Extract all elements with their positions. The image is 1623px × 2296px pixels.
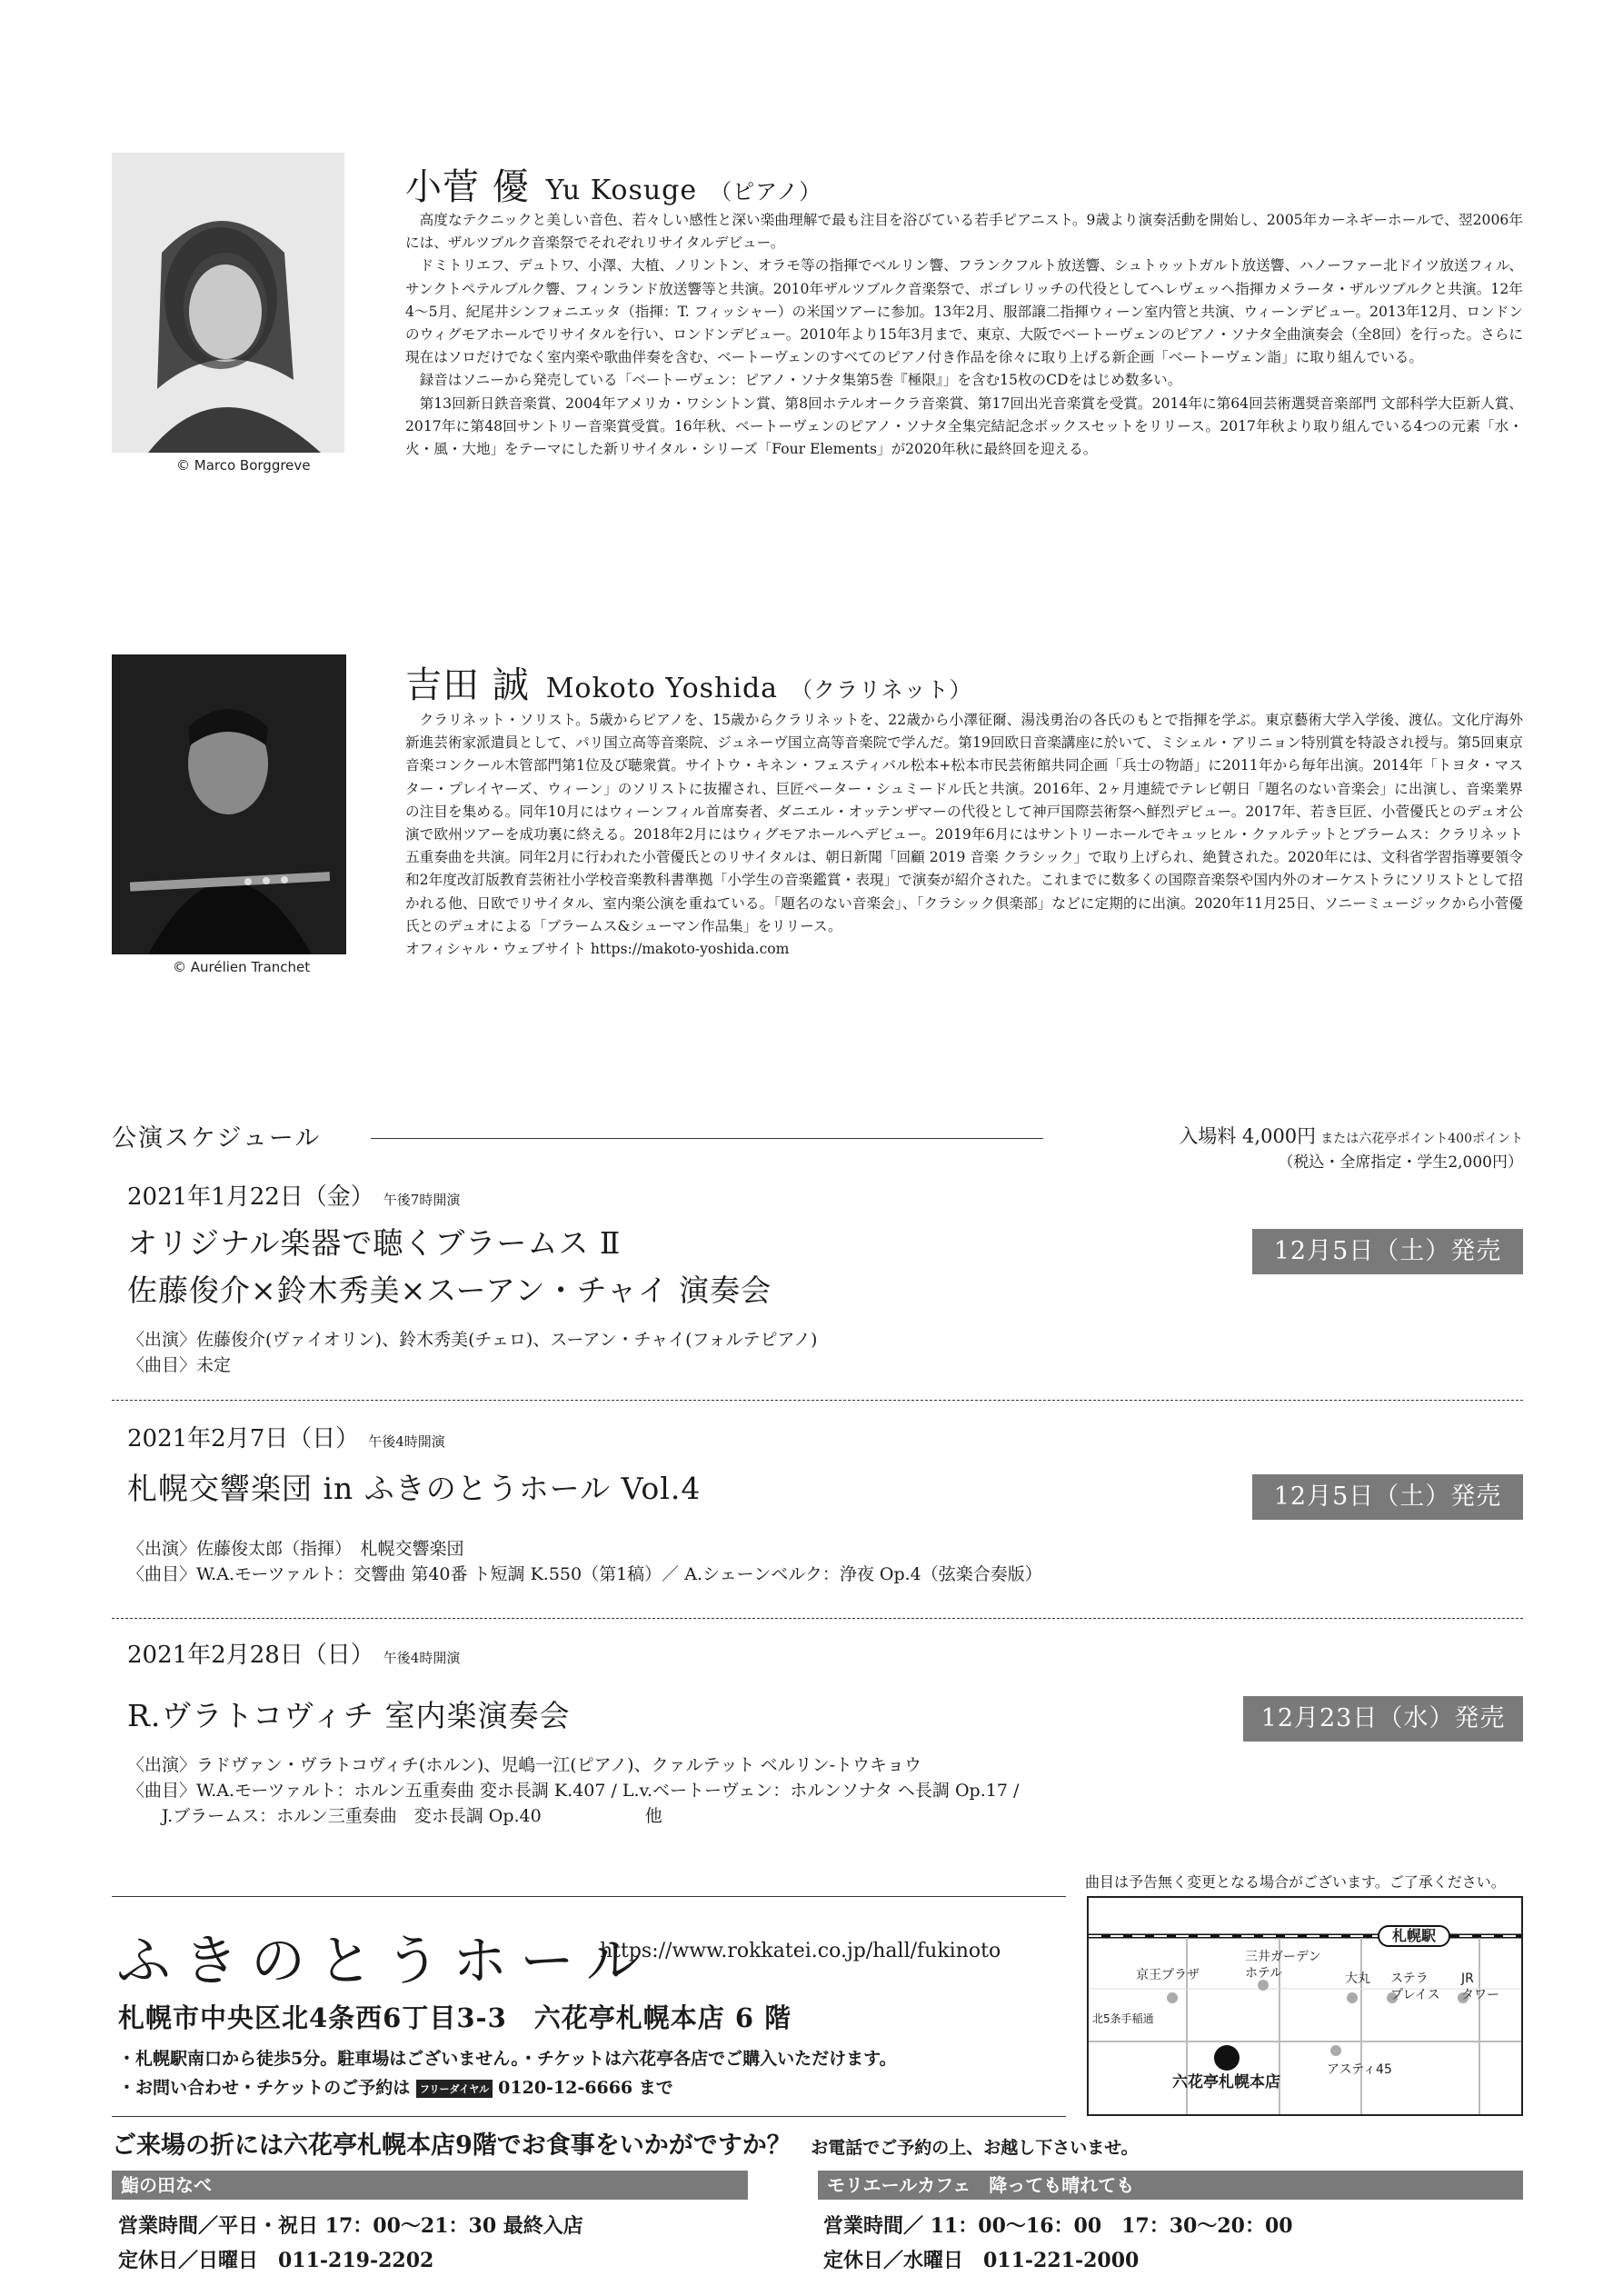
- event-date-text: 2021年2月7日（日）: [127, 1425, 360, 1452]
- event-title-line: 佐藤俊介×鈴木秀美×スーアン・チャイ 演奏会: [127, 1273, 772, 1308]
- bio-paragraph: 高度なテクニックと美しい音色、若々しい感性と深い楽曲理解で最も注目を浴びている若手ピアニスト。9歳より演奏活動を開始し、2005年カーネギーホールで、翌2006年には、ザルツブルク音楽祭でそれぞれリサイタルデビュー。: [405, 212, 1523, 252]
- event-divider: [112, 1400, 1523, 1401]
- event-title-line: 札幌交響楽団 in ふきのとうホール Vol.4: [127, 1471, 702, 1506]
- restaurant-closed: 定休日／日曜日 011-219-2202: [118, 2249, 434, 2272]
- map-label-jr: JR タワー: [1461, 1972, 1499, 2002]
- event-date: [127, 1420, 445, 1453]
- program-change-note: 曲目は予告無く変更となる場合がございます。ご了承ください。: [1085, 1873, 1506, 1891]
- event-title-line: R.ヴラトコヴィチ 室内楽演奏会: [127, 1698, 571, 1733]
- bio-paragraph: ドミトリエフ、デュトワ、小澤、大植、ノリントン、オラモ等の指揮でベルリン響、フランクフルト放送響、シュトゥットガルト放送響、ハノーファー北ドイツ放送フィル、サンクトペテルブルク響、フィンランド放送響等と共演。2010年ザルツブルク音楽祭で、ポゴレリッチの代役としてヘレヴェッヘ指揮カメラータ・ザルツブルクと共演。12年4〜5月、紀尾井シンフォニエッタ（指揮：T. フィッシャー）の米国ツアーに参加。13年2月、服部譲二指揮ウィーン室内管と共演、ウィーンデビュー。2013年12月、ロンドンのウィグモアホールでリサイタルを行い、ロンドンデビュー。2010年より15年3月まで、東京、大阪でベートーヴェンのピアノ・ソナタ全曲演奏会（全8回）を行った。さらに現在はソロだけでなく室内楽や歌曲伴奏を含む、ベートーヴェンのすべてのピアノ付き作品を徐々に取り上げる新企画「ベートーヴェン詣」に取り組んでいる。: [405, 257, 1523, 366]
- bio-paragraph: 第13回新日鉄音楽賞、2004年アメリカ・ワシントン賞、第8回ホテルオークラ音楽賞、第17回出光音楽賞を受賞。2014年に第64回芸術選奨音楽部門 文部科学大臣新人賞、2017年に第48回サントリー音楽賞受賞。16年秋、ベートーヴェンのピアノ・ソナタ全集完結記念ボックスセットをリリース。2017年秋より取り組んでいる4つの元素「水・火・風・大地」をテーマにした新リサイタル・シリーズ「Four Elements」が2020年秋に最終回を迎える。: [405, 394, 1523, 458]
- event-title: [127, 1220, 772, 1314]
- map-label-station: 札幌駅: [1378, 1925, 1450, 1947]
- event-title: [127, 1692, 571, 1740]
- event-program: 〈曲目〉W.A.モーツァルト：交響曲 第40番 ト短調 K.550（第1稿）／ A.シェーンベルク：浄夜 Op.4（弦楽合奏版）: [127, 1564, 1042, 1584]
- artist-name-en: Mokoto Yoshida: [545, 673, 779, 704]
- map-label-street: 北5条手稲通: [1092, 2012, 1154, 2025]
- venue-access-note: ・札幌駅南口から徒歩5分。駐車場はございません。・チケットは六花亭各店でご購入いただけます。: [118, 2049, 897, 2069]
- venue-divider-top: [112, 1896, 1066, 1897]
- promo-subtext: お電話でご予約の上、お越し下さいませ。: [811, 2138, 1139, 2158]
- map-label-mitsui: 三井ガーデン ホテル: [1245, 1950, 1321, 1981]
- artist-photo-yoshida: [112, 654, 346, 954]
- event-performers: 〈出演〉佐藤俊介(ヴァイオリン)、鈴木秀美(チェロ)、スーアン・チャイ(フォルテピアノ): [127, 1330, 818, 1350]
- restaurant-closed: 定休日／水曜日 011-221-2000: [823, 2249, 1140, 2272]
- restaurant-hours: 営業時間／ 11：00〜16：00 17：30〜20：00: [823, 2214, 1293, 2238]
- event-details: [127, 1327, 817, 1378]
- contact-tel[interactable]: 0120-12-6666 まで: [498, 2078, 673, 2098]
- freedial-icon: フリーダイヤル: [416, 2080, 493, 2098]
- official-site-link[interactable]: オフィシャル・ウェブサイト https://makoto-yoshida.com: [405, 941, 790, 958]
- event-time: 午後7時開演: [383, 1192, 461, 1208]
- event-divider: [112, 1618, 1523, 1619]
- map-label-stellar: ステラ プレイス: [1390, 1972, 1440, 2002]
- restaurant-name-bar: モリエールカフェ 降っても晴れても: [818, 2171, 1523, 2200]
- promo-text: ご来場の折には六花亭札幌本店9階でお食事をいかがですか？: [112, 2131, 792, 2160]
- venue-address: 札幌市中央区北4条西6丁目3-3 六花亭札幌本店 6 階: [118, 2002, 792, 2033]
- bio-paragraph: クラリネット・ソリスト。5歳からピアノを、15歳からクラリネットを、22歳から小澤征爾、湯浅勇治の各氏のもとで指揮を学ぶ。東京藝術大学入学後、渡仏。文化庁海外新進芸術家派遣員として、パリ国立高等音楽院、ジュネーヴ国立高等音楽院で学んだ。第19回欧日音楽講座に於いて、ミシェル・アリニョン特別賞を特設され授与。第5回東京音楽コンクール木管部門第1位及び聴衆賞。サイトウ・キネン・フェスティバル松本+松本市民芸術館共同企画「兵士の物語」に2011年から毎年出演。2014年「トヨタ・マスター・プレイヤーズ、ウィーン」のソリストに抜擢され、巨匠ペーター・シュミードル氏と共演。2016年、2ヶ月連続でテレビ朝日「題名のない音楽会」に出演し、音楽業界の注目を集める。同年10月にはウィーンフィル首席奏者、ダニエル・オッテンザマーの代役として神戸国際芸術祭へ鮮烈デビュー。2017年、若き巨匠、小菅優氏とのデュオ公演で欧州ツアーを成功裏に終える。2018年2月にはウィグモアホールへデビュー。2019年6月にはサントリーホールでキュッヒル・クァルテットとブラームス：クラリネット五重奏曲を共演。同年2月に行われた小菅優氏とのリサイタルは、朝日新聞「回顧 2019 音楽 クラシック」で取り上げられ、絶賛された。2020年には、文科省学習指導要領令和2年度改訂版教育芸術社小学校音楽教科書準拠「小学生の音楽鑑賞・表現」で演奏が紹介された。これまでに数多くの国際音楽祭や国内外のオーケストラにソリストとして招かれる他、日欧でリサイタル、室内楽公演を重ねている。「題名のない音楽会」、「クラシック倶楽部」などに定期的に出演。2020年11月25日、ソニーミュージックから小菅優氏とのデュオによる「ブラームス&シューマン作品集」をリリース。: [405, 712, 1523, 934]
- price-alt: または六花亭ポイント400ポイント: [1320, 1132, 1523, 1146]
- map-streets-icon: [1089, 1898, 1521, 2114]
- artist-bio-yoshida: [405, 709, 1523, 961]
- artist-role: （ピアノ）: [710, 179, 822, 205]
- price-note: （税込・全席指定・学生2,000円）: [1278, 1153, 1523, 1172]
- access-map[interactable]: [1087, 1896, 1523, 2116]
- restaurant-name-bar: 鮨の田なべ: [112, 2171, 748, 2200]
- artist-name-jp: 吉田 誠: [405, 664, 530, 706]
- map-label-daimaru: 大丸: [1345, 1972, 1370, 1986]
- schedule-rule: [371, 1138, 1043, 1139]
- event-details: [127, 1752, 1019, 1829]
- artist-bio-kosuge: [405, 209, 1523, 461]
- artist-name-kosuge: [405, 158, 821, 210]
- artist-name-en: Yu Kosuge: [545, 175, 698, 206]
- artist-photo-kosuge: [112, 153, 344, 453]
- event-program: 〈曲目〉未定: [127, 1355, 232, 1375]
- map-label-rokkatei: 六花亭札幌本店: [1172, 2073, 1280, 2091]
- event-time: 午後4時開演: [383, 1650, 461, 1666]
- schedule-heading: 公演スケジュール: [112, 1124, 322, 1153]
- event-details: [127, 1536, 1042, 1587]
- venue-contact-note: [118, 2074, 673, 2099]
- restaurant-promo: [112, 2125, 1139, 2161]
- event-date-text: 2021年2月28日（日）: [127, 1642, 374, 1669]
- map-label-keio: 京王プラザ: [1136, 1968, 1200, 1982]
- photo-credit-yoshida: © Aurélien Tranchet: [173, 959, 311, 975]
- restaurant-hours: 営業時間／平日・祝日 17：00〜21：30 最終入店: [118, 2214, 583, 2238]
- event-date: [127, 1636, 460, 1670]
- sale-date-badge: 12月23日（水）発売: [1243, 1696, 1523, 1742]
- event-title: [127, 1465, 701, 1512]
- photo-credit-kosuge: © Marco Borggreve: [176, 457, 311, 474]
- price-info: [1179, 1122, 1523, 1172]
- artist-name-jp: 小菅 優: [405, 166, 530, 208]
- event-time: 午後4時開演: [368, 1433, 445, 1450]
- event-performers: 〈出演〉佐藤俊太郎（指揮） 札幌交響楽団: [127, 1539, 464, 1559]
- event-date: [127, 1178, 460, 1212]
- event-date-text: 2021年1月22日（金）: [127, 1183, 374, 1211]
- artist-role: （クラリネット）: [791, 677, 972, 703]
- map-label-esta: アスティ45: [1327, 2062, 1392, 2077]
- bio-paragraph: 録音はソニーから発売している「ベートーヴェン：ピアノ・ソナタ集第5巻『極限』」を含む15枚のCDをはじめ数多い。: [419, 372, 1182, 389]
- event-program: 〈曲目〉W.A.モーツァルト：ホルン五重奏曲 変ホ長調 K.407 / L.v.ベートーヴェン：ホルンソナタ ヘ長調 Op.17 /: [127, 1781, 1020, 1801]
- venue-logo: ふきのとうホール: [116, 1930, 653, 1993]
- contact-prefix: ・お問い合わせ・チケットのご予約は: [118, 2078, 411, 2098]
- price-main: 入場料 4,000円: [1179, 1125, 1317, 1147]
- artist-name-yoshida: [405, 656, 972, 708]
- venue-url-link[interactable]: https://www.rokkatei.co.jp/hall/fukinoto: [600, 1940, 1001, 1962]
- sale-date-badge: 12月5日（土）発売: [1252, 1474, 1523, 1520]
- event-performers: 〈出演〉ラドヴァン・ヴラトコヴィチ(ホルン)、児嶋一江(ピアノ)、クァルテット ベルリン-トウキョウ: [127, 1755, 922, 1775]
- event-title-line: オリジナル楽器で聴くブラームス Ⅱ: [127, 1225, 622, 1261]
- portrait-placeholder-icon: [112, 654, 346, 954]
- portrait-placeholder-icon: [112, 153, 344, 453]
- venue-divider-bottom: [112, 2116, 1066, 2117]
- sale-date-badge: 12月5日（土）発売: [1252, 1229, 1523, 1274]
- event-program-cont: J.ブラームス：ホルン三重奏曲 変ホ長調 Op.40 他: [127, 1806, 662, 1826]
